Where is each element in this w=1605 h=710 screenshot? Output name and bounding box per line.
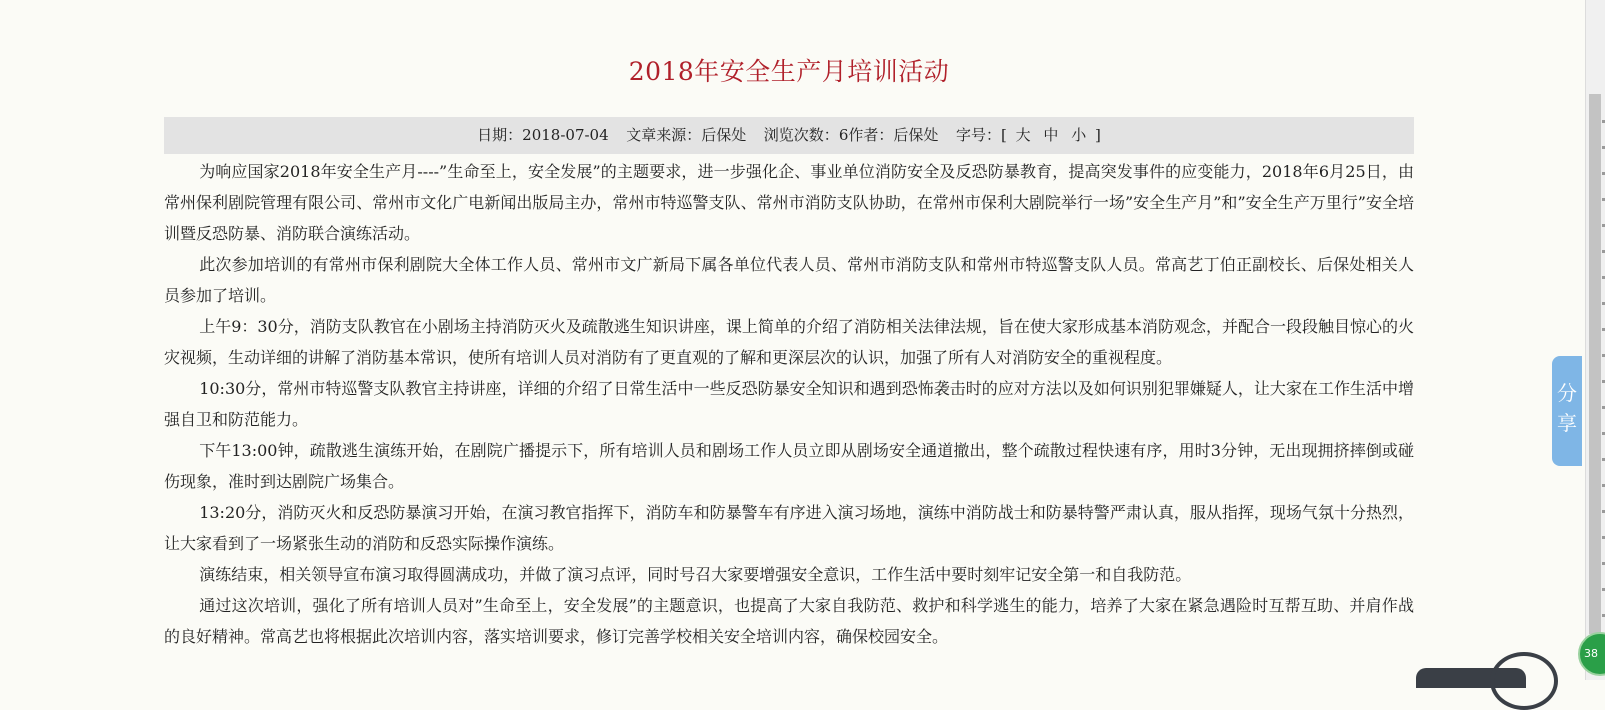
- share-tab-char: 享: [1557, 411, 1577, 435]
- font-size-bracket-close: ]: [1095, 126, 1101, 144]
- article-paragraph: 为响应国家2018年安全生产月----”生命至上，安全发展”的主题要求，进一步强化企、事业单位消防安全及反恐防暴教育，提高突发事件的应变能力，2018年6月25日，由常州保利剧院管理有限公司、常州市文化广电新闻出版局主办，常州市特巡警支队、常州市消防支队协助，在常州市保利大剧院举行一场”安全生产月”和”安全生产万里行”安全培训暨反恐防暴、消防联合演练活动。: [164, 162, 1414, 243]
- font-size-label: 字号：: [955, 126, 1001, 144]
- font-size-small-link[interactable]: 小: [1071, 126, 1087, 144]
- share-tab-char: 分: [1557, 381, 1577, 405]
- source-label: 文章来源：: [626, 126, 702, 144]
- article-paragraph: 上午9：30分，消防支队教官在小剧场主持消防灭火及疏散逃生知识讲座，课上简单的介绍了消防相关法律法规，旨在使大家形成基本消防观念，并配合一段段触目惊心的火灾视频，生动详细的讲解了消防基本常识，使所有培训人员对消防有了更直观的了解和更深层次的认识，加强了所有人对消防安全的重视程度。: [164, 317, 1414, 367]
- article-title: 2018年安全生产月培训活动: [628, 57, 950, 86]
- views-label: 浏览次数：: [763, 126, 839, 144]
- article-paragraph: 此次参加培训的有常州市保利剧院大全体工作人员、常州市文广新局下属各单位代表人员、常州市消防支队和常州市特巡警支队人员。常高艺丁伯正副校长、后保处相关人员参加了培训。: [164, 255, 1414, 305]
- scrollbar-thumb[interactable]: [1589, 94, 1601, 634]
- date-value: 2018-07-04: [522, 126, 609, 144]
- share-tab-button[interactable]: [1552, 356, 1582, 466]
- article-paragraph: 10:30分，常州市特巡警支队教官主持讲座，详细的介绍了日常生活中一些反恐防暴安全知识和遇到恐怖袭击时的应对方法以及如何识别犯罪嫌疑人，让大家在工作生活中增强自卫和防范能力。: [164, 379, 1414, 429]
- article-paragraph: 通过这次培训，强化了所有培训人员对”生命至上，安全发展”的主题意识，也提高了大家自我防范、救护和科学逃生的能力，培养了大家在紧急遇险时互帮互助、并肩作战的良好精神。常高艺也将根据此次培训内容，落实培训要求，修订完善学校相关安全培训内容，确保校园安全。: [164, 596, 1414, 646]
- author-value: 后保处: [893, 126, 939, 144]
- font-size-bracket-open: [: [1000, 126, 1007, 144]
- date-label: 日期：: [477, 126, 523, 144]
- article-meta-bar: [164, 117, 1414, 154]
- author-label: 作者：: [848, 126, 894, 144]
- font-size-large-link[interactable]: 大: [1015, 126, 1031, 144]
- floating-widget-ring: [1490, 652, 1558, 710]
- speed-badge[interactable]: 38: [1578, 632, 1605, 676]
- views-value: 6: [838, 126, 849, 144]
- font-size-medium-link[interactable]: 中: [1043, 126, 1059, 144]
- article-paragraph: 下午13:00钟，疏散逃生演练开始，在剧院广播提示下，所有培训人员和剧场工作人员立即从剧场安全通道撤出，整个疏散过程快速有序，用时3分钟，无出现拥挤摔倒或碰伤现象，准时到达剧院广场集合。: [164, 441, 1414, 491]
- article-paragraph: 演练结束，相关领导宣布演习取得圆满成功，并做了演习点评，同时号召大家要增强安全意识，工作生活中要时刻牢记安全第一和自我防范。: [199, 565, 1192, 584]
- article-paragraph: 13:20分，消防灭火和反恐防暴演习开始，在演习教官指挥下，消防车和防暴警车有序进入演习场地，演练中消防战士和防暴特警严肃认真，服从指挥，现场气氛十分热烈，让大家看到了一场紧张生动的消防和反恐实际操作演练。: [164, 503, 1414, 553]
- vertical-scrollbar[interactable]: [1585, 0, 1605, 680]
- article-body: [164, 156, 1414, 652]
- source-value: 后保处: [701, 126, 747, 144]
